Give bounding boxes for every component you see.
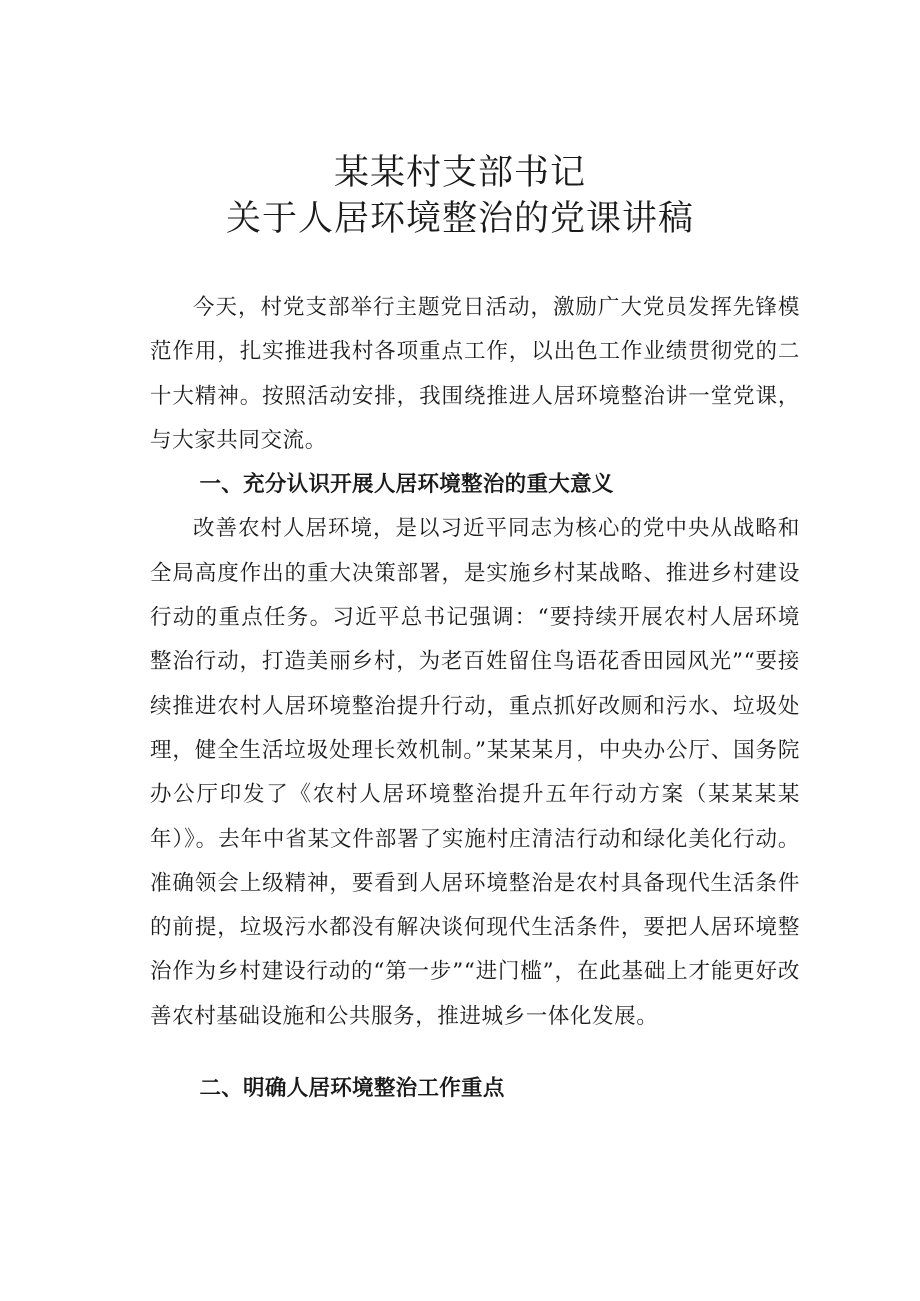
section-1-heading: 一、充分认识开展人居环境整治的重大意义	[199, 472, 614, 498]
section-2-heading: 二、明确人居环境整治工作重点	[199, 1076, 505, 1102]
title-line-1: 某某村支部书记	[333, 153, 586, 193]
document-title	[0, 150, 920, 242]
intro-paragraph: 今天，村党支部举行主题党日活动，激励广大党员发挥先锋模范作用，扎实推进我村各项重点工作，以出色工作业绩贯彻党的二十大精神。按照活动安排，我围绕推进人居环境整治讲一堂党课，与大家共同交流。	[150, 295, 800, 453]
title-line-2: 关于人居环境整治的党课讲稿	[225, 199, 694, 239]
document-body	[150, 286, 800, 1111]
section-1-paragraph: 改善农村人居环境，是以习近平同志为核心的党中央从战略和全局高度作出的重大决策部署，是实施乡村某战略、推进乡村建设行动的重点任务。习近平总书记强调：“要持续开展农村人居环境整治行动，打造美丽乡村，为老百姓留住鸟语花香田园风光”“要接续推进农村人居环境整治提升行动，重点抓好改厕和污水、垃圾处理，健全生活垃圾处理长效机制。”某某某月，中央办公厅、国务院办公厅印发了《农村人居环境整治提升五年行动方案（某某某某年）》。去年中省某文件部署了实施村庄清洁行动和绿化美化行动。准确领会上级精神，要看到人居环境整治是农村具备现代生活条件的前提，垃圾污水都没有解决谈何现代生活条件，要把人居环境整治作为乡村建设行动的“第一步”“进门槛”，在此基础上才能更好改善农村基础设施和公共服务，推进城乡一体化发展。	[150, 516, 800, 1029]
